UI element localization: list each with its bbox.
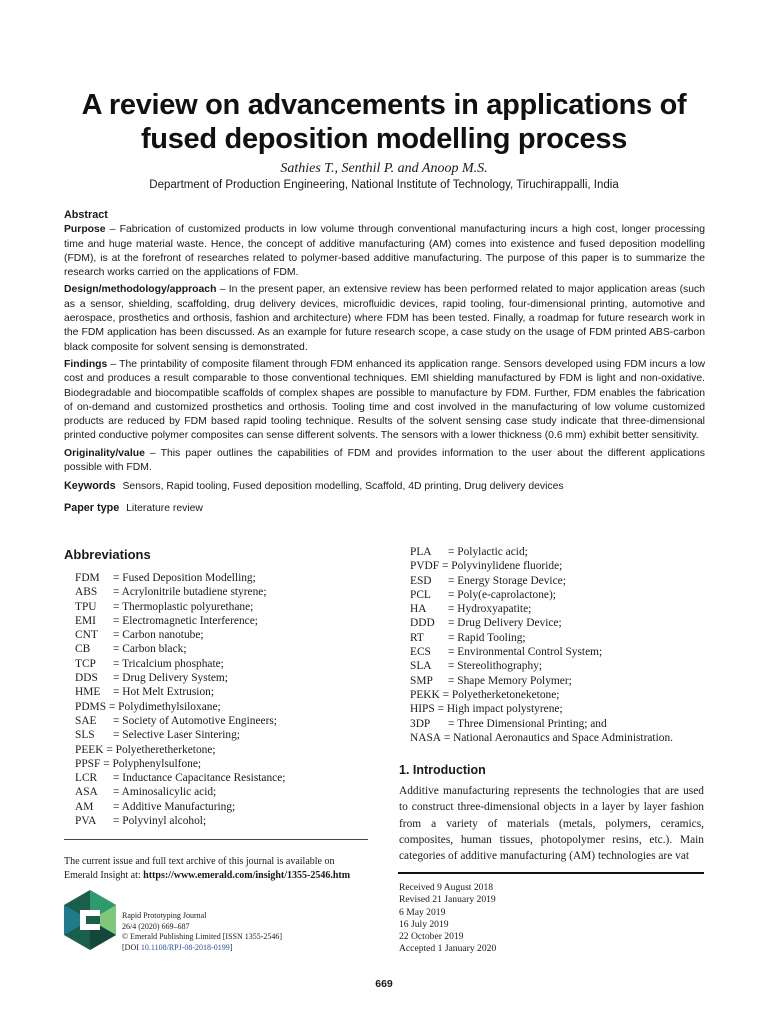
abbreviation-value: = Environmental Control System; [448, 646, 603, 659]
abbreviation-key: SAE [75, 714, 97, 727]
keywords-text: Sensors, Rapid tooling, Fused deposition modelling, Scaffold, 4D printing, Drug delivery devices [122, 481, 564, 492]
abbreviation-row [410, 731, 673, 745]
abbreviation-row [75, 700, 285, 714]
keywords [64, 480, 705, 492]
abbreviation-row [410, 574, 673, 588]
page-number: 669 [375, 978, 393, 990]
abstract-findings [64, 358, 705, 444]
abbreviation-key: PLA [410, 546, 432, 558]
abbreviation-key: CB [75, 643, 91, 656]
paper-type-label: Paper type [64, 502, 120, 514]
abbreviation-key: PPSF [75, 757, 101, 770]
abbreviation-key: SLA [410, 660, 432, 673]
abbreviation-value: = Polyvinylidene fluoride; [441, 560, 563, 573]
abbreviation-value: = Polylactic acid; [448, 546, 528, 558]
doi-suffix: ] [229, 942, 233, 952]
abbreviation-value: = Stereolithography; [448, 660, 543, 673]
abbreviation-key: EMI [75, 614, 96, 627]
journal-info [122, 911, 282, 953]
abbreviation-row [75, 743, 285, 757]
abbreviation-value: = Polyvinyl alcohol; [113, 815, 207, 828]
abbreviation-value: = Polyphenylsulfone; [103, 757, 202, 770]
abbreviations-left-list [75, 571, 285, 828]
abbreviation-row [75, 757, 285, 771]
abbreviation-row [75, 585, 285, 599]
abbreviation-value: = Energy Storage Device; [448, 574, 566, 587]
abbreviation-value: = High impact polystyrene; [437, 703, 563, 716]
abbreviation-value: = Aminosalicylic acid; [113, 786, 217, 799]
abbreviation-key: RT [410, 631, 424, 644]
article-history [399, 882, 496, 956]
abbreviation-row [75, 714, 285, 728]
abbreviation-row [410, 631, 673, 645]
abbreviation-row [75, 785, 285, 799]
abstract-originality [64, 447, 705, 476]
abbreviation-value: = Fused Deposition Modelling; [113, 572, 256, 584]
abbreviation-row [410, 602, 673, 616]
purpose-text: – Fabrication of customized products in low volume through conventional manufacturing incurs a high cost, longer processing time and huge material waste. Hence, the concept of additive manufacturing (AM) comes into existence and fused deposition modelling (FDM), is at the forefront of researches related to polymer-based additive manufacturing. The purpose of this paper is to summarize the research works carried on the applications of FDM. [64, 224, 705, 279]
originality-label: Originality/value [64, 447, 145, 459]
abbreviation-value: = Acrylonitrile butadiene styrene; [113, 586, 267, 599]
introduction-text: Additive manufacturing represents the technologies that are used to construct three-dimensional objects in a layer by layer fashion from a variety of materials (metals, polymers, ceramics, composites, human tissues, photopolymer resins, etc.). Main categories of additive manufacturing (AM) technologies are vat [399, 785, 704, 863]
abbreviation-key: PVA [75, 815, 97, 828]
abbreviation-key: ASA [75, 786, 98, 799]
abbreviation-value: = Drug Delivery System; [113, 672, 228, 685]
abbreviation-row [410, 559, 673, 573]
abbreviation-value: = National Aeronautics and Space Administration. [443, 731, 673, 744]
history-entry: 22 October 2019 [399, 931, 464, 943]
abbreviation-row [75, 571, 285, 585]
introduction-heading: 1. Introduction [399, 763, 486, 777]
abbreviation-row [75, 600, 285, 614]
journal-name: Rapid Prototyping Journal [122, 911, 207, 920]
journal-doi [122, 943, 282, 954]
history-entry: Received 9 August 2018 [399, 882, 494, 893]
abbreviation-key: NASA [410, 731, 442, 744]
abbreviation-value: = Hot Melt Extrusion; [113, 686, 215, 699]
abbreviation-key: CNT [75, 629, 98, 642]
abbreviation-key: SMP [410, 674, 433, 687]
abbreviation-row [75, 685, 285, 699]
abbreviation-value: = Polyetherketoneketone; [442, 688, 560, 701]
abbreviation-row [75, 800, 285, 814]
abbreviation-row [410, 588, 673, 602]
purpose-label: Purpose [64, 224, 106, 236]
abstract-heading: Abstract [64, 209, 108, 221]
doi-prefix: [DOI [122, 942, 141, 952]
emerald-logo-icon [64, 890, 116, 950]
abbreviation-value: = Polydimethylsiloxane; [108, 700, 221, 713]
abbreviations-right-list [410, 545, 673, 745]
abbreviation-key: PEEK [75, 743, 104, 756]
abbreviation-key: PEKK [410, 688, 440, 701]
affiliation: Department of Production Engineering, National Institute of Technology, Tiruchirappalli, India [149, 179, 619, 191]
abbreviation-value: = Hydroxyapatite; [448, 603, 532, 616]
abbreviation-value: = Shape Memory Polymer; [448, 674, 572, 687]
abbreviation-row [75, 728, 285, 742]
journal-publisher: © Emerald Publishing Limited [ISSN 1355-2546] [122, 932, 283, 941]
abbreviation-key: PCL [410, 588, 431, 601]
abbreviation-value: = Additive Manufacturing; [113, 800, 236, 813]
abbreviation-key: AM [75, 800, 94, 813]
doi-link[interactable]: 10.1108/RPJ-08-2018-0199 [140, 942, 230, 952]
abbreviation-key: DDD [410, 617, 435, 630]
abbreviation-row [75, 628, 285, 642]
abstract-purpose [64, 223, 705, 280]
abbreviation-key: TPU [75, 600, 97, 613]
abbreviation-value: = Society of Automotive Engineers; [113, 714, 277, 727]
archive-note [64, 855, 370, 883]
abbreviation-key: 3DP [410, 717, 431, 730]
paper-title: A review on advancements in applications of fused deposition modelling process [81, 89, 687, 155]
abbreviation-row [410, 659, 673, 673]
abbreviation-value: = Rapid Tooling; [448, 631, 526, 644]
abstract-design [64, 283, 705, 354]
abbreviation-key: HIPS [410, 703, 435, 716]
journal-volume: 26/4 (2020) 669–687 [122, 921, 190, 931]
abbreviation-key: ABS [75, 586, 98, 599]
abbreviation-key: TCP [75, 657, 96, 670]
history-entry: Revised 21 January 2019 [399, 894, 496, 906]
abbreviation-row [410, 688, 673, 702]
history-entry: Accepted 1 January 2020 [399, 943, 497, 955]
keywords-label: Keywords [64, 480, 116, 492]
abbreviation-row [410, 616, 673, 630]
abbreviation-row [75, 814, 285, 828]
findings-label: Findings [64, 358, 108, 370]
authors: Sathies T., Senthil P. and Anoop M.S. [280, 161, 488, 176]
history-entry: 6 May 2019 [399, 906, 446, 918]
abbreviation-value: = Carbon nanotube; [113, 629, 204, 642]
abbreviation-row [410, 545, 673, 559]
abbreviation-value: = Poly(e-caprolactone); [448, 588, 556, 601]
abbreviation-value: = Tricalcium phosphate; [113, 657, 224, 670]
abbreviation-value: = Thermoplastic polyurethane; [113, 600, 254, 613]
paper-type [64, 502, 705, 514]
abbreviation-value: = Carbon black; [113, 643, 187, 656]
abbreviation-row [75, 642, 285, 656]
history-divider [398, 872, 704, 874]
abbreviation-value: = Polyetheretherketone; [106, 743, 216, 756]
originality-text: – This paper outlines the capabilities of FDM and provides information to the user about the different applications possible with FDM. [64, 447, 705, 474]
abbreviation-key: PVDF [410, 560, 440, 573]
abbreviation-key: FDM [75, 572, 100, 584]
abbreviation-value: = Electromagnetic Interference; [113, 614, 258, 627]
footnote-divider [64, 839, 368, 840]
abbreviation-value: = Three Dimensional Printing; and [448, 717, 607, 730]
abbreviation-row [410, 645, 673, 659]
abbreviation-value: = Inductance Capacitance Resistance; [113, 772, 286, 785]
design-label: Design/methodology/approach [64, 284, 217, 296]
abbreviation-row [410, 702, 673, 716]
abbreviation-row [75, 657, 285, 671]
abbreviation-key: ESD [410, 574, 432, 587]
abbreviation-row [75, 671, 285, 685]
abbreviation-key: DDS [75, 672, 98, 685]
archive-link[interactable]: https://www.emerald.com/insight/1355-2546.htm [143, 870, 351, 881]
abbreviation-key: ECS [410, 646, 431, 659]
abbreviation-row [75, 771, 285, 785]
design-text: – In the present paper, an extensive review has been performed related to major application areas (such as a sensor, shielding, scaffolding, drug delivery devices, microfluidic devices, rapid tooling, four-dimensional printing, automotive and aerospace, prosthetics and orthosis, fashion and architecture) where FDM has been tested. Finally, a roadmap for future research work in the FDM application has been discussed. As an example for future research scope, a case study on the usage of FDM printed ABS-carbon black composite for solvent sensing is demonstrated. [64, 284, 705, 353]
paper-type-text: Literature review [126, 503, 203, 514]
abbreviation-value: = Drug Delivery Device; [448, 617, 562, 630]
abbreviation-row [410, 674, 673, 688]
history-entry: 16 July 2019 [399, 918, 449, 930]
abbreviation-key: PDMS [75, 700, 107, 713]
abbreviation-key: HA [410, 603, 427, 616]
abbreviation-row [75, 614, 285, 628]
abbreviations-heading: Abbreviations [64, 547, 151, 562]
abbreviation-key: LCR [75, 772, 98, 785]
archive-text: The current issue and full text archive of this journal is available on Emerald Insight at: [64, 856, 335, 881]
abstract [64, 208, 705, 478]
abbreviation-key: HME [75, 686, 101, 699]
abbreviation-value: = Selective Laser Sintering; [113, 729, 240, 742]
abbreviation-row [410, 717, 673, 731]
findings-text: – The printability of composite filament through FDM enhanced its application range. Sensors developed using FDM incurs a low cost and produces a result comparable to those conventional techniques. EMI shielding manufactured by FDM is light and non-oxidative. Biodegradable and biocompatible scaffolds of complex shapes are possible to manufacture by FDM. Further, FDM enables the fabrication of on-demand and customized prosthetics and orthosis. Tooling time and cost involved in the manufacturing of low volume customized products are reduced by FDM based rapid tooling technique. Results of the solvent sensing case study indicate that three-dimensional printed conductive polymer composites can sense different solvents. The sensors with a lower thickness (0.6 mm) exhibit better sensitivity. [64, 358, 705, 442]
abbreviation-key: SLS [75, 729, 95, 742]
